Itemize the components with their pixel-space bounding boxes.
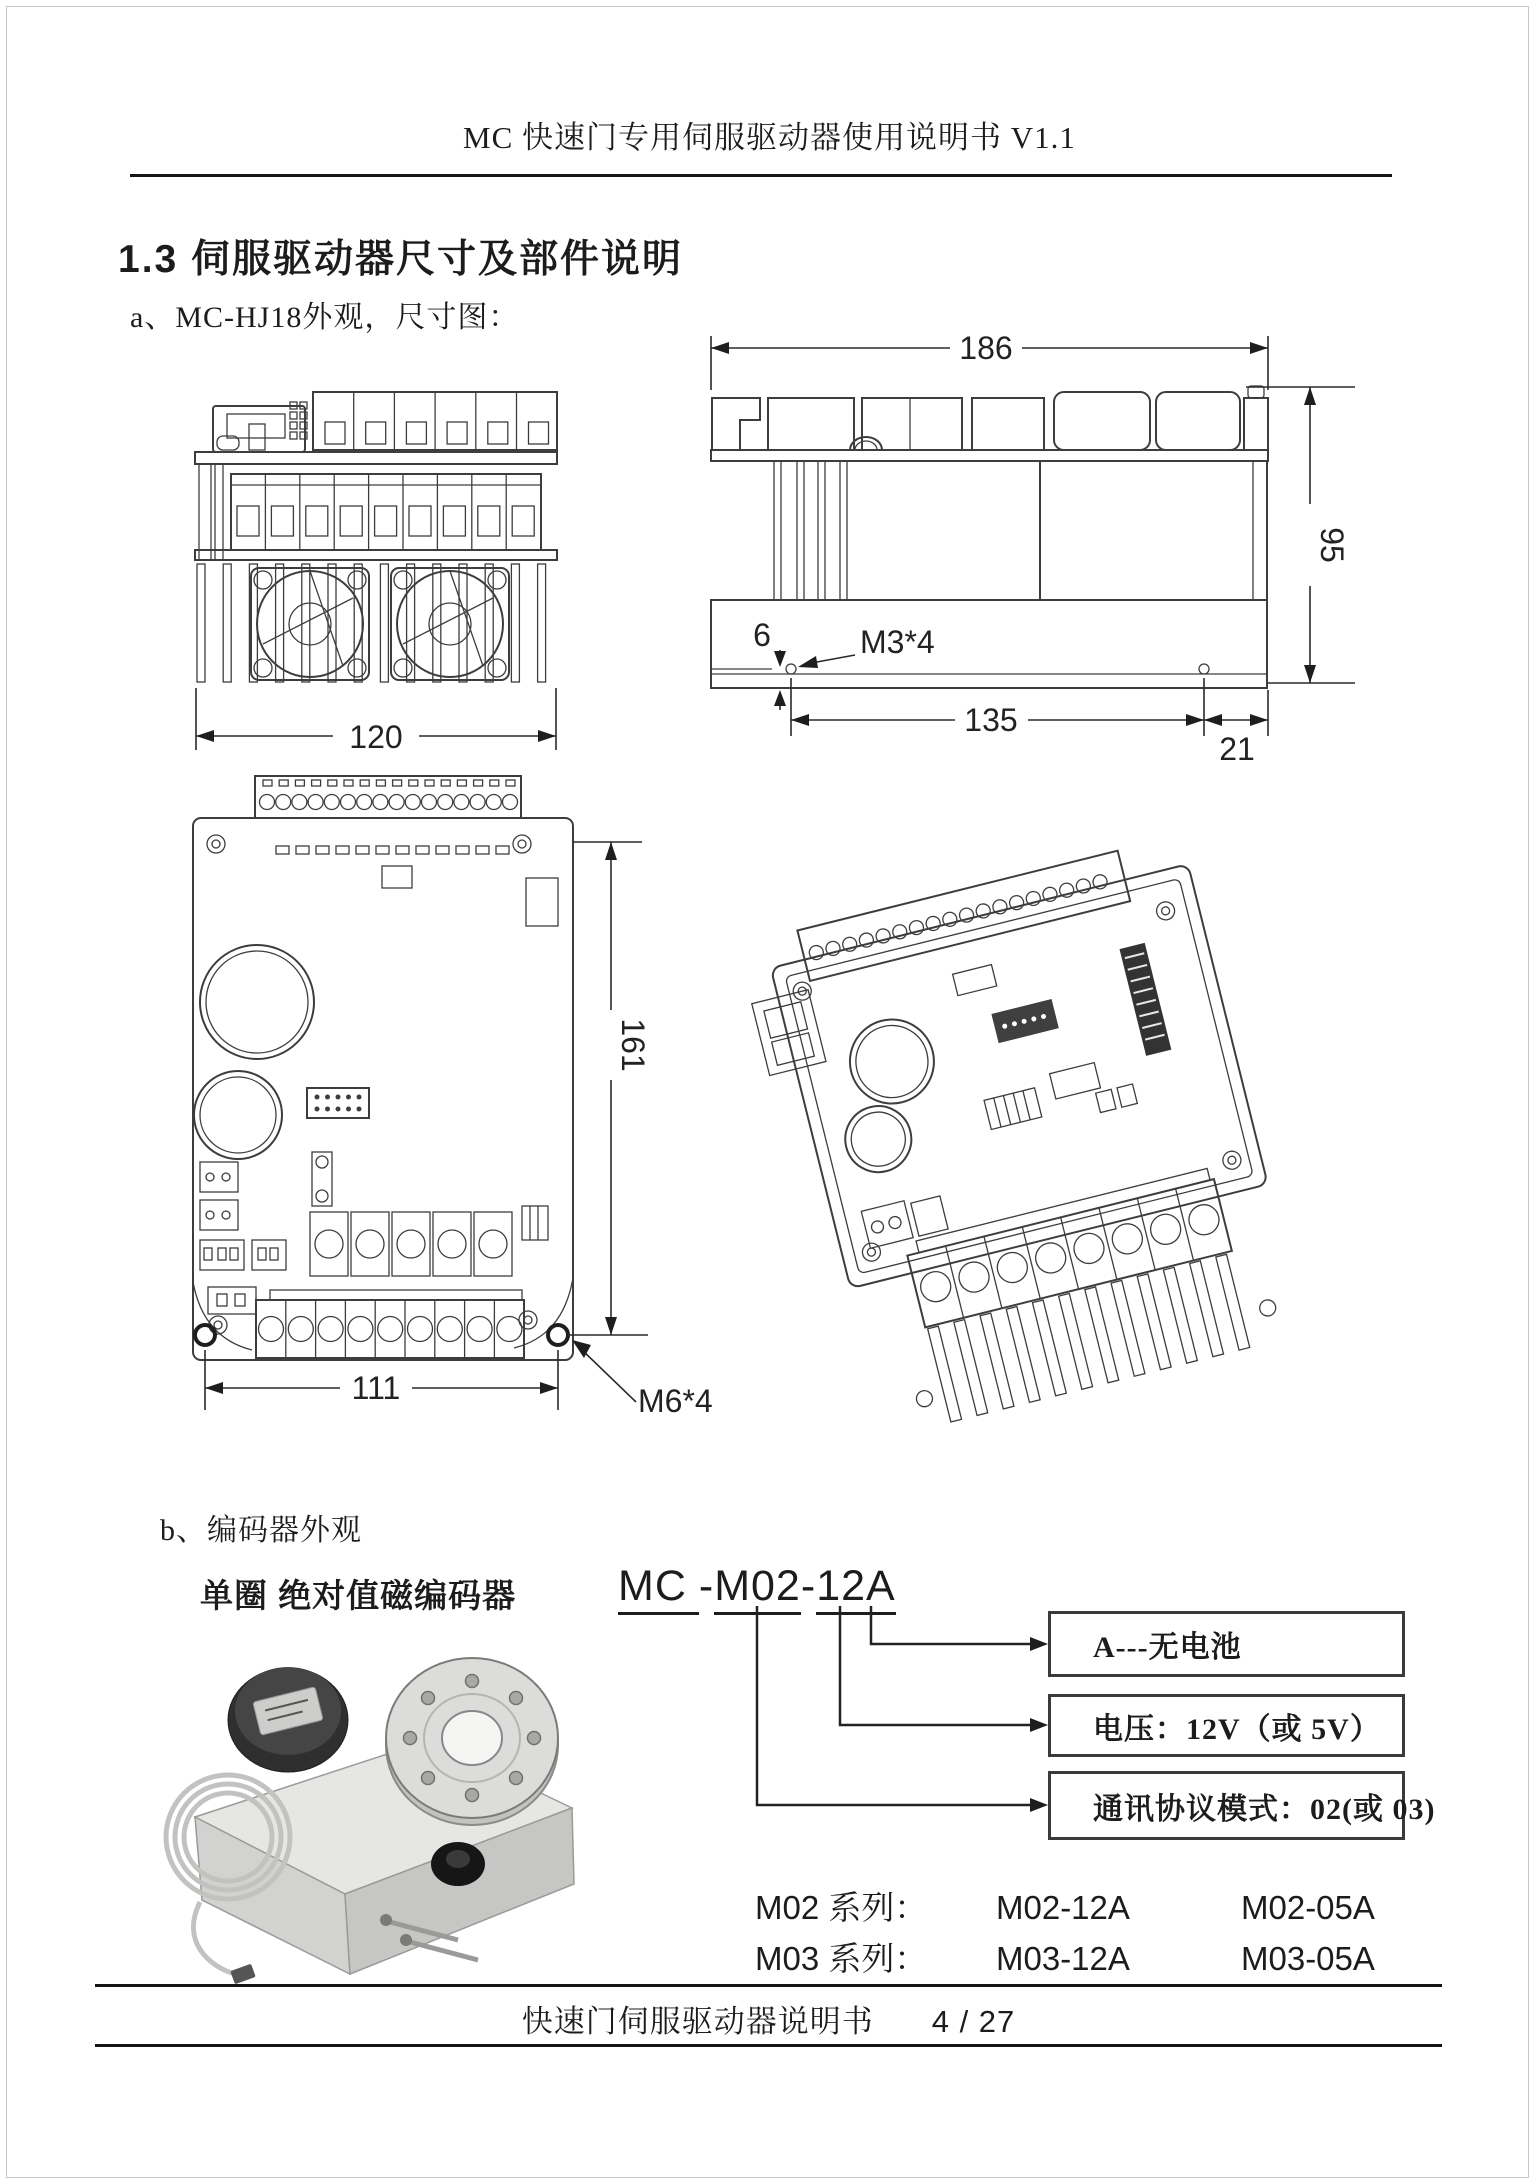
mounting-plate (711, 600, 1267, 688)
dim-186-label: 186 (959, 330, 1013, 366)
dim-111-label: 111 (351, 1370, 401, 1406)
pin-header (307, 1088, 369, 1118)
corner-screws (207, 835, 537, 1334)
fuse (312, 1152, 332, 1206)
model-prefix: MC (618, 1562, 699, 1615)
header-rule (130, 174, 1392, 177)
series-row-m03 (755, 1933, 1375, 1984)
capacitors (194, 945, 314, 1159)
iso-relay (984, 1088, 1042, 1130)
model-protocol: M02 (714, 1562, 801, 1615)
mount-hole-right (548, 1325, 568, 1345)
heatsink-fins (197, 564, 546, 682)
dimension-120 (196, 688, 556, 755)
pcb-top-view-drawing (190, 770, 713, 1430)
m6-label: M6*4 (638, 1383, 713, 1419)
series-list (755, 1882, 1375, 1984)
footer-rule-bottom (95, 2044, 1442, 2047)
series-item: M03-05A (1241, 1940, 1375, 1977)
dim-161-label: 161 (615, 1018, 651, 1072)
callout-voltage-text: 电压：12V（或 5V） (1093, 1712, 1381, 1746)
dimension-95 (1246, 387, 1355, 683)
dim-21-label: 21 (1219, 731, 1255, 767)
encoder-flange (386, 1658, 558, 1825)
model-voltage-battery: 12A (816, 1562, 896, 1615)
callout-voltage (1048, 1694, 1405, 1757)
small-component (382, 866, 412, 888)
callout-protocol (1048, 1771, 1436, 1840)
fan-right (391, 568, 509, 680)
callout-battery (1048, 1611, 1405, 1677)
edge-component (526, 878, 558, 926)
series-label: M03 系列： (755, 1940, 928, 1977)
m3-label: M3*4 (860, 624, 935, 660)
iso-dark-header (991, 999, 1058, 1043)
front-chassis-bar (195, 452, 557, 464)
iso-heatsink-fins (928, 1254, 1250, 1422)
footer-page-number: 4 / 27 (931, 2004, 1016, 2039)
left-connectors (200, 1162, 286, 1314)
item-b-label: b、编码器外观 (160, 1514, 362, 1547)
annotation-m3 (798, 624, 935, 668)
footer-rule-top (95, 1984, 1442, 1987)
side-components (712, 386, 1268, 450)
encoder-photo (140, 1612, 610, 1992)
top-terminal-strip (255, 776, 521, 818)
series-item: M02-12A (996, 1889, 1130, 1926)
side-standoffs (774, 461, 847, 600)
series-row-m02 (755, 1882, 1375, 1933)
item-a-label: a、MC-HJ18外观，尺寸图： (130, 301, 520, 334)
front-terminal-row (199, 464, 541, 560)
encoder-product-name: 单圈 绝对值磁编码器 (200, 1577, 517, 1614)
dim-6-label: 6 (753, 617, 771, 653)
front-base-bar (195, 550, 557, 560)
dim-135-label: 135 (964, 702, 1018, 738)
dash-row (276, 846, 509, 854)
side-heatsink-block (1040, 461, 1267, 600)
side-pcb-bar (711, 450, 1268, 461)
front-view-drawing (193, 388, 559, 758)
dimension-6 (753, 617, 786, 710)
bottom-terminal-row (256, 1300, 524, 1358)
dim-95-label: 95 (1314, 527, 1350, 563)
mount-hole-left (195, 1325, 215, 1345)
corner-arc-left (193, 1282, 252, 1350)
isometric-view-drawing (755, 778, 1315, 1478)
encoder-model-code: MC -M02-12A (618, 1562, 896, 1615)
series-label: M02 系列： (755, 1889, 928, 1926)
dimension-21 (1204, 690, 1268, 767)
dimension-186 (711, 330, 1268, 390)
annotation-m6 (572, 1340, 713, 1419)
series-item: M03-12A (996, 1940, 1130, 1977)
footer-doc-name: 快速门伺服驱动器说明书 (521, 2004, 874, 2039)
iso-left-connector (752, 990, 826, 1076)
footer (95, 1996, 1442, 2041)
iso-edge-connector (1119, 943, 1171, 1056)
dimension-161 (568, 842, 651, 1335)
front-top-connectors (213, 392, 557, 452)
iso-capacitors (819, 1011, 958, 1180)
middle-terminal-row (310, 1206, 548, 1276)
model-callout-leaders (740, 1602, 1060, 1842)
pcb-outline (193, 818, 573, 1360)
encoder-body (228, 1667, 348, 1772)
section-title: 1.3 伺服驱动器尺寸及部件说明 (118, 238, 684, 281)
cable-connector (230, 1964, 255, 1985)
series-item: M02-05A (1241, 1889, 1375, 1926)
side-view-drawing (710, 328, 1358, 766)
terminal-bar (270, 1290, 522, 1300)
encoder-knob (431, 1842, 485, 1886)
page-title: MC 快速门专用伺服驱动器使用说明书 V1.1 (463, 120, 1076, 155)
callout-battery-text: A---无电池 (1093, 1631, 1242, 1664)
dim-120-label: 120 (349, 719, 403, 755)
callout-protocol-text: 通讯协议模式：02(或 03) (1093, 1792, 1436, 1826)
